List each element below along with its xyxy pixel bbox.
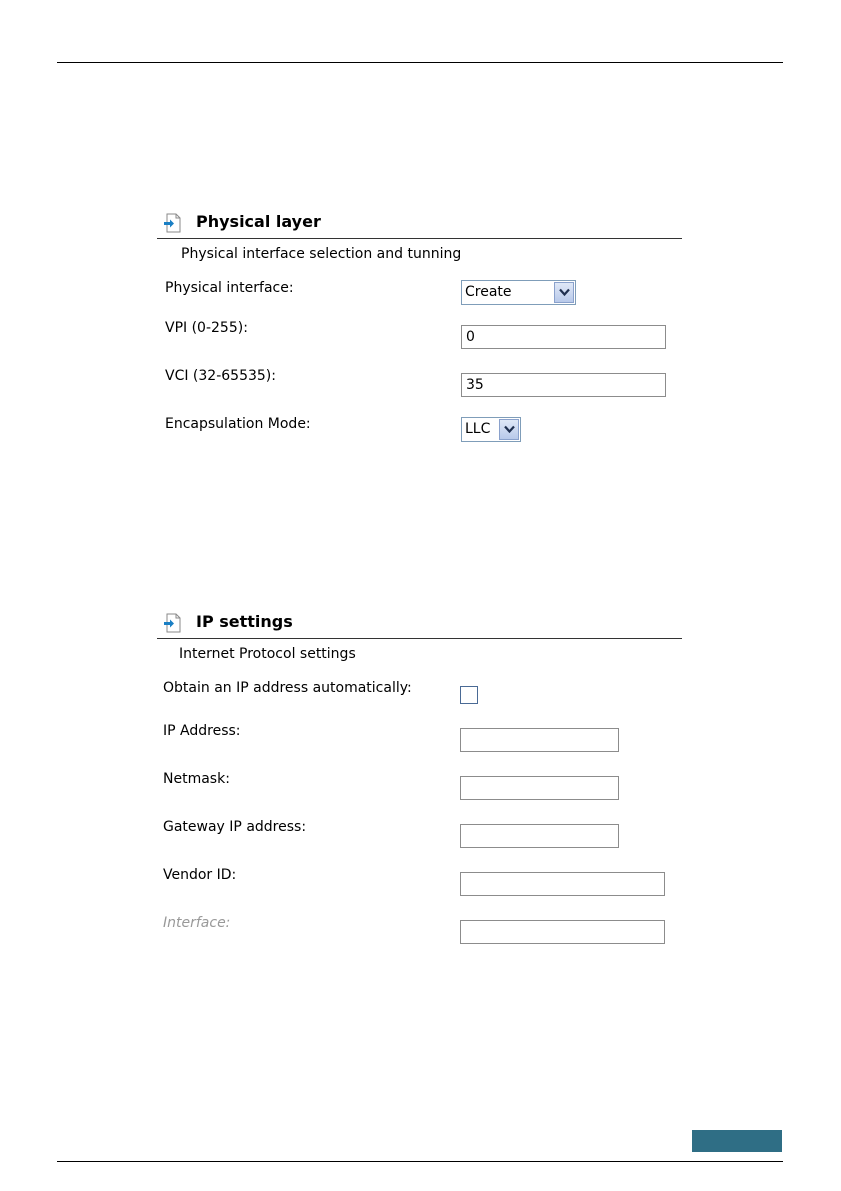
interface-label: Interface: [163, 915, 231, 931]
netmask-label: Netmask: [163, 771, 230, 787]
chevron-down-icon [559, 288, 570, 297]
encapsulation-mode-select[interactable] [461, 417, 521, 442]
physical-layer-header [157, 210, 682, 239]
physical-layer-title: Physical layer [196, 212, 321, 231]
document-arrow-icon [164, 613, 182, 633]
encapsulation-mode-label: Encapsulation Mode: [165, 416, 311, 432]
physical-interface-value: Create [465, 284, 512, 300]
encapsulation-mode-dropdown-button[interactable] [499, 419, 519, 440]
ip-settings-header [157, 610, 682, 639]
vci-input[interactable] [461, 373, 666, 397]
vendor-id-input[interactable] [460, 872, 665, 896]
obtain-ip-auto-label: Obtain an IP address automatically: [163, 680, 412, 696]
ip-settings-title: IP settings [196, 612, 293, 631]
obtain-ip-auto-checkbox[interactable] [460, 686, 478, 704]
ip-address-input[interactable] [460, 728, 619, 752]
vpi-input[interactable] [461, 325, 666, 349]
physical-interface-select[interactable] [461, 280, 576, 305]
physical-interface-label: Physical interface: [165, 280, 294, 296]
netmask-input[interactable] [460, 776, 619, 800]
page-number-tab [692, 1130, 782, 1152]
interface-input[interactable] [460, 920, 665, 944]
document-arrow-icon [164, 213, 182, 233]
chevron-down-icon [504, 425, 515, 434]
gateway-ip-label: Gateway IP address: [163, 819, 307, 835]
ip-settings-subtitle: Internet Protocol settings [179, 646, 356, 662]
ip-settings-section [157, 610, 682, 950]
vendor-id-label: Vendor ID: [163, 867, 237, 883]
physical-layer-subtitle: Physical interface selection and tunning [181, 246, 462, 262]
ip-address-label: IP Address: [163, 723, 241, 739]
encapsulation-mode-value: LLC [465, 421, 491, 437]
vci-label: VCI (32-65535): [165, 368, 276, 384]
physical-interface-dropdown-button[interactable] [554, 282, 574, 303]
vpi-label: VPI (0-255): [165, 320, 248, 336]
gateway-ip-input[interactable] [460, 824, 619, 848]
physical-layer-section [157, 210, 682, 450]
page-bottom-rule [57, 1161, 783, 1162]
page-top-rule [57, 62, 783, 63]
